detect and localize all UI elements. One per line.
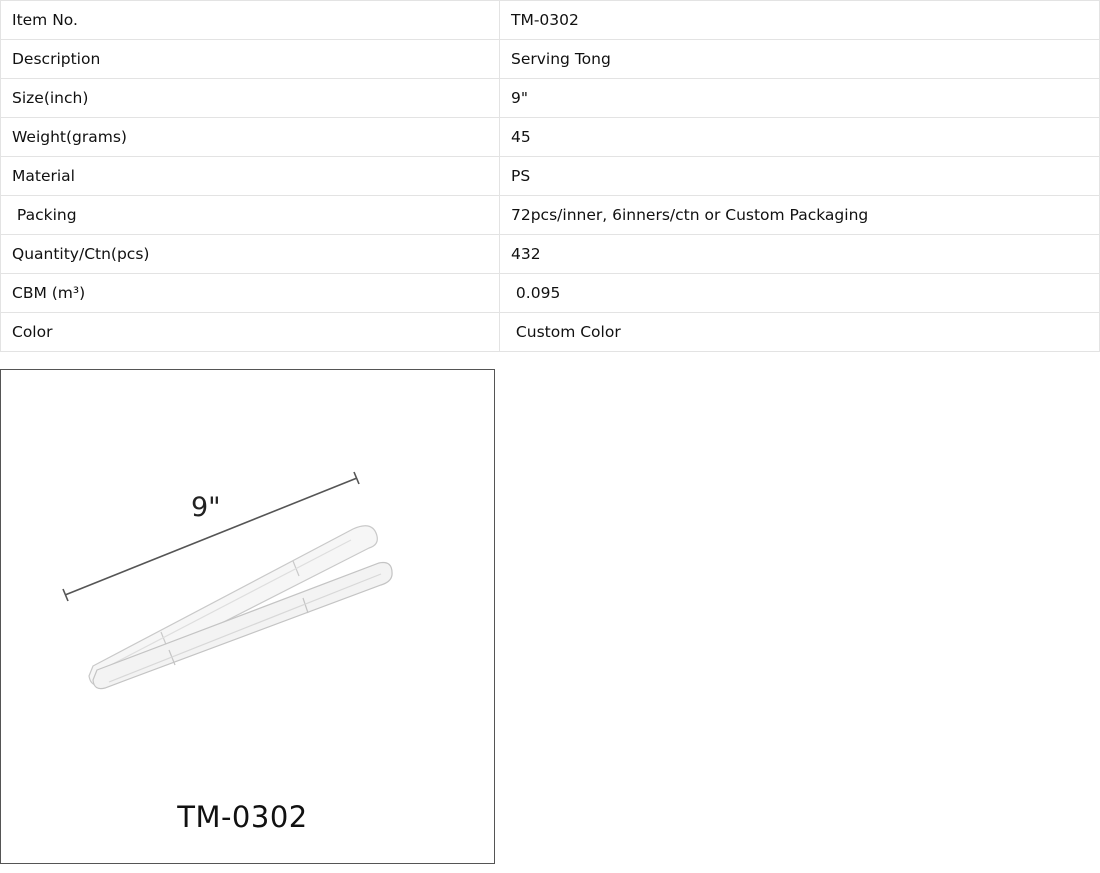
- spec-value: Serving Tong: [500, 40, 1100, 79]
- spec-label: Item No.: [1, 1, 500, 40]
- spec-label: Packing: [1, 196, 500, 235]
- spec-value: PS: [500, 157, 1100, 196]
- product-photo: [0, 369, 495, 864]
- table-row: [1, 40, 1100, 79]
- spec-label: Material: [1, 157, 500, 196]
- spec-table: [0, 0, 1100, 352]
- spec-label: Description: [1, 40, 500, 79]
- table-row: [1, 1, 1100, 40]
- spec-value: Custom Color: [500, 313, 1100, 352]
- spec-value: 9": [500, 79, 1100, 118]
- spec-label: Quantity/Ctn(pcs): [1, 235, 500, 274]
- model-code-label: TM-0302: [177, 800, 308, 834]
- serving-tong-icon: [1, 370, 494, 863]
- spec-value: TM-0302: [500, 1, 1100, 40]
- table-row: [1, 196, 1100, 235]
- table-row: [1, 79, 1100, 118]
- table-row: [1, 235, 1100, 274]
- table-row: [1, 118, 1100, 157]
- spec-label: Color: [1, 313, 500, 352]
- spec-value: 45: [500, 118, 1100, 157]
- spec-value: 0.095: [500, 274, 1100, 313]
- spec-value: 432: [500, 235, 1100, 274]
- table-row: [1, 274, 1100, 313]
- table-row: [1, 157, 1100, 196]
- spec-label: Size(inch): [1, 79, 500, 118]
- spec-value: 72pcs/inner, 6inners/ctn or Custom Packaging: [500, 196, 1100, 235]
- spec-label: CBM (m³): [1, 274, 500, 313]
- tong-lower-arm: [93, 563, 392, 689]
- table-row: [1, 313, 1100, 352]
- dimension-label: 9": [191, 492, 221, 523]
- spec-label: Weight(grams): [1, 118, 500, 157]
